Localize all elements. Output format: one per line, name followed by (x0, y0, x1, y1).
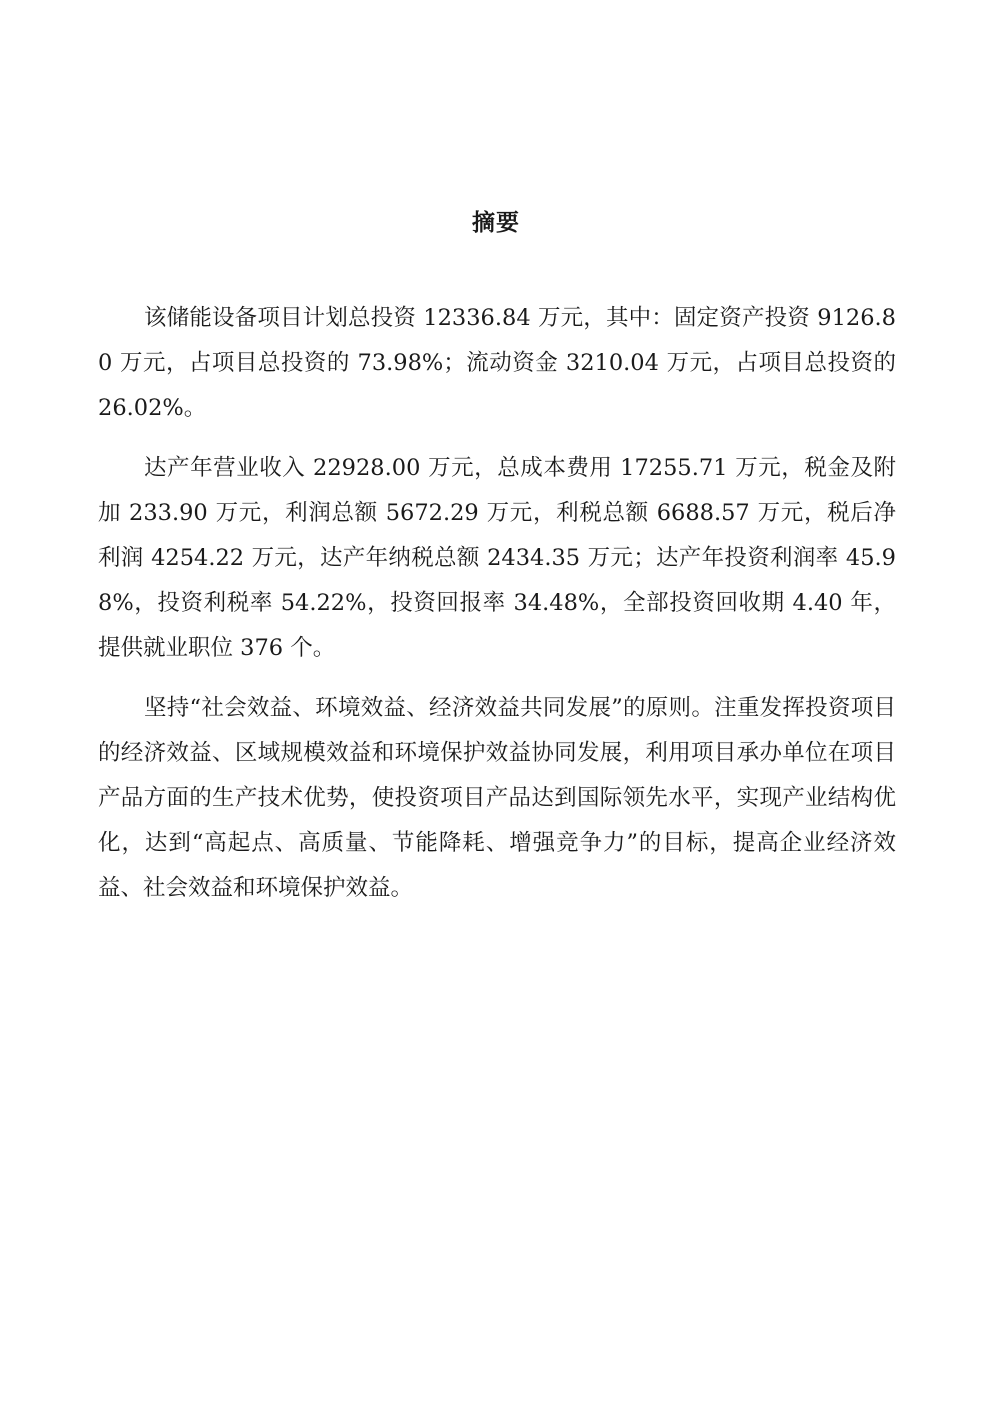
paragraph-financials: 达产年营业收入 22928.00 万元，总成本费用 17255.71 万元，税金及附加 233.90 万元，利润总额 5672.29 万元，利税总额 6688.57 万元，税后净利润 4254.22 万元，达产年纳税总额 2434.35 万元；达产年投资利润率 45.98%，投资利税率 54.22%，投资回报率 34.48%，全部投资回收期 4.40 年，提供就业职位 376 个。 (98, 454, 896, 662)
paragraph-investment: 该储能设备项目计划总投资 12336.84 万元，其中：固定资产投资 9126.80 万元，占项目总投资的 73.98%；流动资金 3210.04 万元，占项目总投资的 26.02%。 (98, 305, 896, 422)
page-title: 摘要 (472, 210, 520, 236)
paragraph-principles: 坚持“社会效益、环境效益、经济效益共同发展”的原则。注重发挥投资项目的经济效益、区域规模效益和环境保护效益协同发展，利用项目承办单位在项目产品方面的生产技术优势，使投资项目产品达到国际领先水平，实现产业结构优化，达到“高起点、高质量、节能降耗、增强竞争力”的目标，提高企业经济效益、社会效益和环境保护效益。 (98, 694, 896, 902)
summary-body (98, 296, 896, 926)
